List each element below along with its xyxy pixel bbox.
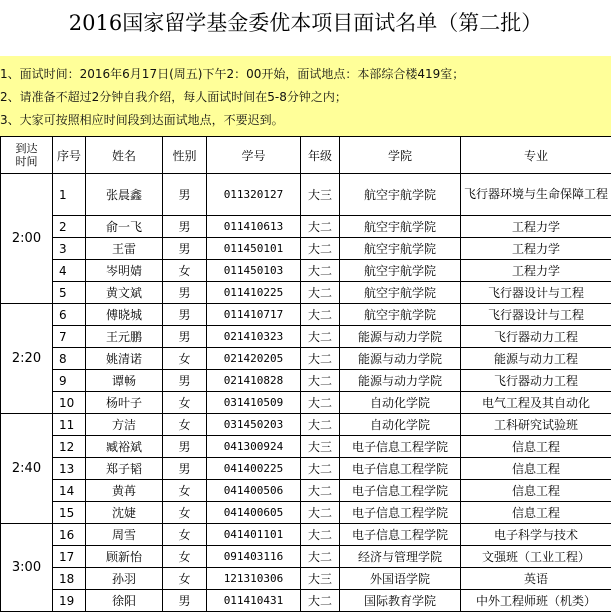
- table-row: [1, 524, 611, 546]
- interview-roster-table: [0, 136, 611, 612]
- cell-no: 13: [53, 458, 86, 480]
- cell-gender: 男: [163, 216, 207, 238]
- cell-grade: 大二: [301, 414, 340, 436]
- cell-no: 6: [53, 304, 86, 326]
- cell-major: 工程力学: [461, 260, 611, 282]
- cell-gender: 女: [163, 480, 207, 502]
- cell-grade: 大二: [301, 282, 340, 304]
- cell-grade: 大二: [301, 546, 340, 568]
- cell-no: 16: [53, 524, 86, 546]
- cell-grade: 大二: [301, 326, 340, 348]
- cell-no: 17: [53, 546, 86, 568]
- cell-grade: 大二: [301, 480, 340, 502]
- cell-grade: 大三: [301, 568, 340, 590]
- cell-no: 3: [53, 238, 86, 260]
- cell-grade: 大二: [301, 458, 340, 480]
- cell-college: 国际教育学院: [340, 590, 461, 612]
- cell-major: 工程力学: [461, 238, 611, 260]
- cell-college: 外国语学院: [340, 568, 461, 590]
- cell-name: 张晨鑫: [86, 174, 163, 216]
- cell-college: 电子信息工程学院: [340, 524, 461, 546]
- cell-college: 航空宇航学院: [340, 282, 461, 304]
- notice-line-2: 2、请准备不超过2分钟自我介绍，每人面试时间在5-8分钟之内；: [0, 88, 347, 105]
- table-row: [1, 414, 611, 436]
- cell-gender: 女: [163, 348, 207, 370]
- cell-name: 周雪: [86, 524, 163, 546]
- table-row: [1, 568, 611, 590]
- cell-gender: 女: [163, 524, 207, 546]
- header-college: 学院: [340, 137, 461, 174]
- cell-college: 航空宇航学院: [340, 174, 461, 216]
- cell-name: 顾新怡: [86, 546, 163, 568]
- cell-student-id: 021420205: [207, 348, 301, 370]
- cell-major: 飞行器动力工程: [461, 370, 611, 392]
- cell-no: 5: [53, 282, 86, 304]
- table-row: [1, 502, 611, 524]
- cell-college: 自动化学院: [340, 414, 461, 436]
- cell-name: 傅晓城: [86, 304, 163, 326]
- cell-name: 岑明婧: [86, 260, 163, 282]
- table-row: [1, 282, 611, 304]
- cell-major: 信息工程: [461, 436, 611, 458]
- table-row: [1, 326, 611, 348]
- cell-no: 10: [53, 392, 86, 414]
- cell-gender: 女: [163, 260, 207, 282]
- cell-major: 英语: [461, 568, 611, 590]
- cell-major: 电子科学与技术: [461, 524, 611, 546]
- cell-major: 飞行器动力工程: [461, 326, 611, 348]
- cell-gender: 女: [163, 414, 207, 436]
- header-row: [1, 137, 611, 174]
- cell-student-id: 121310306: [207, 568, 301, 590]
- cell-student-id: 031410509: [207, 392, 301, 414]
- cell-student-id: 041400506: [207, 480, 301, 502]
- table-row: [1, 260, 611, 282]
- header-gender: 性别: [163, 137, 207, 174]
- cell-grade: 大二: [301, 348, 340, 370]
- cell-grade: 大二: [301, 392, 340, 414]
- cell-grade: 大三: [301, 436, 340, 458]
- cell-gender: 男: [163, 326, 207, 348]
- cell-college: 航空宇航学院: [340, 238, 461, 260]
- cell-gender: 男: [163, 370, 207, 392]
- cell-name: 俞一飞: [86, 216, 163, 238]
- cell-name: 沈婕: [86, 502, 163, 524]
- cell-arrival-time: 2:20: [1, 304, 53, 414]
- cell-college: 航空宇航学院: [340, 216, 461, 238]
- cell-student-id: 011410613: [207, 216, 301, 238]
- roster-body: [1, 174, 611, 612]
- cell-gender: 女: [163, 392, 207, 414]
- cell-name: 黄苒: [86, 480, 163, 502]
- cell-no: 1: [53, 174, 86, 216]
- cell-college: 航空宇航学院: [340, 260, 461, 282]
- cell-college: 自动化学院: [340, 392, 461, 414]
- cell-no: 18: [53, 568, 86, 590]
- table-row: [1, 480, 611, 502]
- cell-no: 2: [53, 216, 86, 238]
- cell-no: 8: [53, 348, 86, 370]
- cell-student-id: 041300924: [207, 436, 301, 458]
- cell-college: 电子信息工程学院: [340, 502, 461, 524]
- cell-college: 电子信息工程学院: [340, 480, 461, 502]
- cell-gender: 男: [163, 174, 207, 216]
- cell-student-id: 041400605: [207, 502, 301, 524]
- table-row: [1, 458, 611, 480]
- cell-no: 7: [53, 326, 86, 348]
- cell-gender: 女: [163, 502, 207, 524]
- cell-no: 12: [53, 436, 86, 458]
- cell-name: 王雷: [86, 238, 163, 260]
- notice-line-3: 3、大家可按照相应时间段到达面试地点，不要迟到。: [0, 111, 284, 128]
- table-row: [1, 436, 611, 458]
- cell-student-id: 011450101: [207, 238, 301, 260]
- cell-name: 孙羽: [86, 568, 163, 590]
- cell-no: 9: [53, 370, 86, 392]
- cell-student-id: 011320127: [207, 174, 301, 216]
- cell-no: 4: [53, 260, 86, 282]
- notice-box: [0, 56, 611, 136]
- cell-college: 电子信息工程学院: [340, 458, 461, 480]
- cell-grade: 大二: [301, 524, 340, 546]
- cell-student-id: 011410717: [207, 304, 301, 326]
- cell-gender: 男: [163, 304, 207, 326]
- cell-no: 11: [53, 414, 86, 436]
- cell-grade: 大二: [301, 590, 340, 612]
- cell-college: 能源与动力学院: [340, 348, 461, 370]
- cell-arrival-time: 2:00: [1, 174, 53, 304]
- cell-name: 臧裕斌: [86, 436, 163, 458]
- cell-grade: 大二: [301, 260, 340, 282]
- cell-grade: 大二: [301, 216, 340, 238]
- cell-major: 飞行器设计与工程: [461, 282, 611, 304]
- cell-gender: 男: [163, 458, 207, 480]
- cell-student-id: 011410225: [207, 282, 301, 304]
- table-row: [1, 174, 611, 216]
- cell-college: 经济与管理学院: [340, 546, 461, 568]
- cell-student-id: 041400225: [207, 458, 301, 480]
- cell-college: 电子信息工程学院: [340, 436, 461, 458]
- cell-student-id: 021410323: [207, 326, 301, 348]
- header-arrival-line1: 到达: [1, 142, 52, 155]
- cell-gender: 女: [163, 546, 207, 568]
- table-row: [1, 392, 611, 414]
- cell-arrival-time: 2:40: [1, 414, 53, 524]
- cell-major: 能源与动力工程: [461, 348, 611, 370]
- cell-student-id: 031450203: [207, 414, 301, 436]
- cell-grade: 大二: [301, 238, 340, 260]
- cell-college: 能源与动力学院: [340, 326, 461, 348]
- cell-student-id: 011410431: [207, 590, 301, 612]
- cell-grade: 大二: [301, 304, 340, 326]
- table-row: [1, 590, 611, 612]
- cell-student-id: 041401101: [207, 524, 301, 546]
- table-row: [1, 238, 611, 260]
- cell-major: 信息工程: [461, 502, 611, 524]
- cell-major: 飞行器环境与生命保障工程: [461, 174, 611, 216]
- cell-name: 方洁: [86, 414, 163, 436]
- cell-no: 14: [53, 480, 86, 502]
- cell-name: 王元鹏: [86, 326, 163, 348]
- cell-name: 杨叶子: [86, 392, 163, 414]
- cell-no: 19: [53, 590, 86, 612]
- cell-name: 徐阳: [86, 590, 163, 612]
- header-grade: 年级: [301, 137, 340, 174]
- table-row: [1, 216, 611, 238]
- cell-major: 信息工程: [461, 458, 611, 480]
- cell-arrival-time: 3:00: [1, 524, 53, 612]
- cell-name: 谭畅: [86, 370, 163, 392]
- header-student-id: 学号: [207, 137, 301, 174]
- cell-gender: 男: [163, 238, 207, 260]
- table-row: [1, 546, 611, 568]
- cell-major: 飞行器设计与工程: [461, 304, 611, 326]
- cell-major: 工科研究试验班: [461, 414, 611, 436]
- cell-no: 15: [53, 502, 86, 524]
- cell-student-id: 011450103: [207, 260, 301, 282]
- cell-major: 电气工程及其自动化: [461, 392, 611, 414]
- cell-name: 黄文斌: [86, 282, 163, 304]
- cell-major: 文强班（工业工程）: [461, 546, 611, 568]
- cell-major: 信息工程: [461, 480, 611, 502]
- cell-gender: 女: [163, 568, 207, 590]
- cell-grade: 大三: [301, 174, 340, 216]
- page-title: 2016国家留学基金委优本项目面试名单（第二批）: [0, 0, 611, 46]
- table-row: [1, 348, 611, 370]
- header-name: 姓名: [86, 137, 163, 174]
- cell-name: 郑子韬: [86, 458, 163, 480]
- cell-major: 工程力学: [461, 216, 611, 238]
- table-row: [1, 304, 611, 326]
- cell-college: 能源与动力学院: [340, 370, 461, 392]
- cell-grade: 大二: [301, 502, 340, 524]
- cell-gender: 男: [163, 282, 207, 304]
- cell-name: 姚清诺: [86, 348, 163, 370]
- cell-student-id: 091403116: [207, 546, 301, 568]
- header-arrival-time: [1, 137, 53, 174]
- cell-gender: 男: [163, 436, 207, 458]
- header-no: 序号: [53, 137, 86, 174]
- cell-grade: 大二: [301, 370, 340, 392]
- cell-student-id: 021410828: [207, 370, 301, 392]
- header-arrival-line2: 时间: [1, 155, 52, 168]
- header-major: 专业: [461, 137, 611, 174]
- cell-college: 航空宇航学院: [340, 304, 461, 326]
- notice-line-1: 1、面试时间：2016年6月17日(周五)下午2：00开始，面试地点：本部综合楼419室；: [0, 65, 464, 82]
- cell-major: 中外工程师班（机类）: [461, 590, 611, 612]
- cell-gender: 男: [163, 590, 207, 612]
- table-row: [1, 370, 611, 392]
